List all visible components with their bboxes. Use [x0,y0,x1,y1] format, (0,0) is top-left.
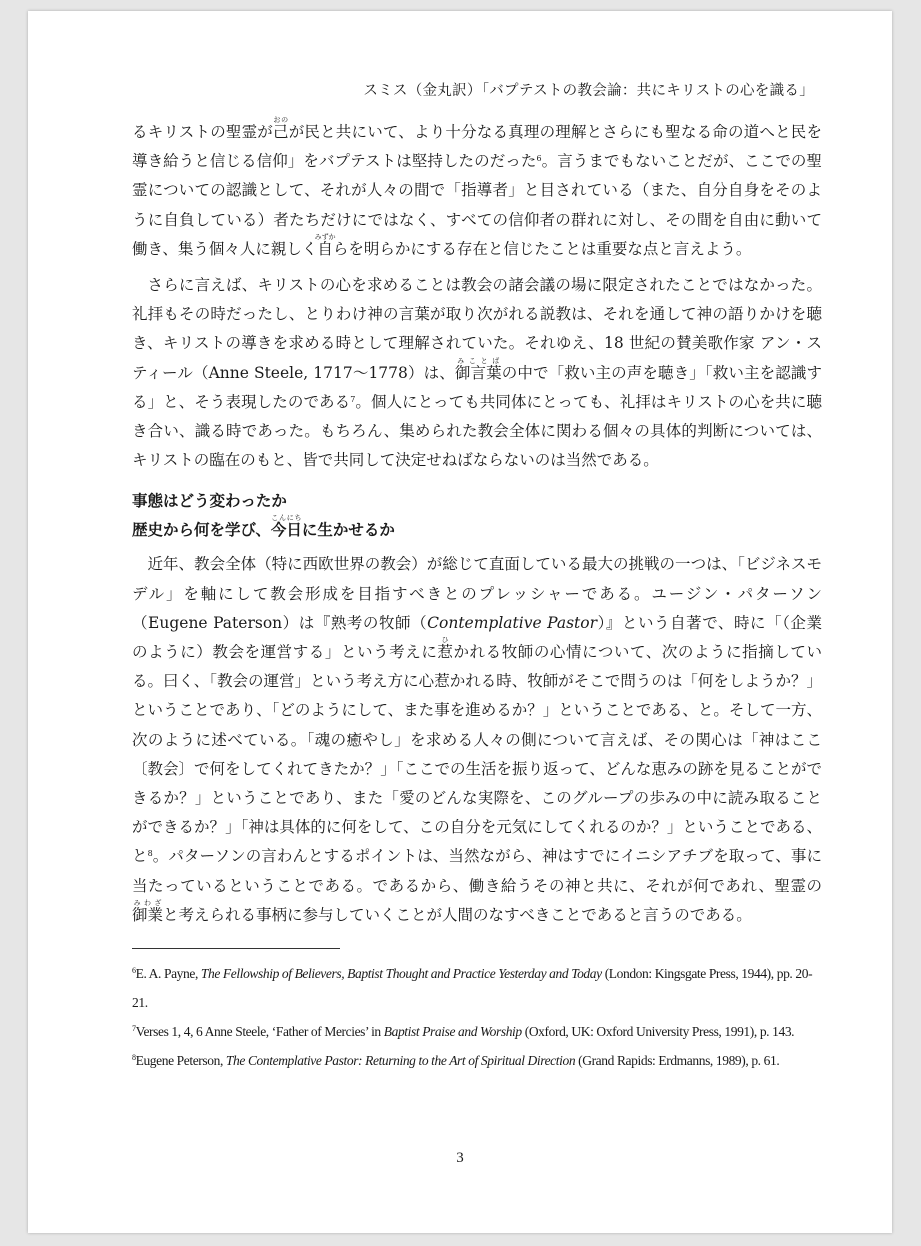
ruby-word: 己おの [273,116,289,141]
footnote-8: $^8$Eugene Peterson, The Contemplative Pastor: Returning to the Art of Spiritual Direction (Grand Rapids: Erdmanns, 1989), p. 61. [132,1053,780,1069]
footnote-7: $^7$Verses 1, 4, 6 Anne Steele, ‘Father of Mercies’ in Baptist Praise and Worship (Oxford, UK: Oxford University Press, 1991), p. 143. [132,1024,795,1040]
running-header: スミス（金丸訳）「バプテストの教会論：共にキリストの心を識る」 [363,83,814,99]
text-run: 。言うまでもないことだが、ここでの聖霊についての認識として、それが人々の間で「指導者」と目されている（また、自分自身をそのように自負している）者たちだけにではなく、すべての信仰者の群れに対し、その間を自由に動いて働き、集う個々人に親しく [132,152,822,258]
text-run: らを明らかにする存在と信じたことは重要な点と言えよう。 [332,239,752,258]
footnote-ref-8: 8 [147,849,153,859]
paragraph-2 [132,271,822,475]
text-run: ）』という自著で、時に「（企業のように）教会を運営する」という考えに [132,613,822,662]
footnote-separator [132,948,340,949]
text-run: 近年、教会全体（特に西欧世界の教会）が総じて直面している最大の挑戦の一つは、「ビジネスモデル」を軸にして教会形成を目指すべきとのプレッシャーである。ユージン・パターソン（Eugene Paterson）は『熟考の牧師（ [132,555,822,632]
footnote-ref-6: 6 [536,154,542,164]
page-number: 3 [456,1150,464,1166]
section-heading-2: 歴史から何を学び、今日こんにちに生かせるか [132,514,395,540]
ruby-word: 今日こんにち [270,514,302,540]
text-run: の中で「救い主の声を聴き」「救い主を認識する」と、そう表現したのである [132,363,822,411]
ruby-word: 御業みわざ [132,898,164,924]
section-heading-1: 事態はどう変わったか [132,491,287,511]
ruby-word: 惹ひ [437,636,454,662]
text-run: が民と共にいて、より十分なる真理の理解とさらにも聖なる命の道へと民を導き給うと信じる信仰」をバプテストは堅持したのだった [132,123,822,171]
text-run: 。個人にとっても共同体にとっても、礼拝はキリストの心を共に聴き合い、識る時であった。もちろん、集められた教会全体に関わる個々の具体的判断については、キリストの臨在のもと、皆で共同して決定せねばならないのは当然である。 [132,392,822,470]
book-title: Contemplative Pastor [427,613,598,632]
body-text [132,116,822,1075]
text-run: かれる牧師の心情について、次のように指摘している。曰く、「教会の運営」という考え方に心惹かれる時、牧師がそこで問うのは「何をしようか？」ということであり、「どのようにして、また事を進めるか？」ということである、と。そして一方、次のように述べている。「魂の癒やし」を求める人々の側について言えば、その関心は「神はここ〔教会〕で何をしてくれてきたか？」「ここでの生活を振り返って、どんな恵みの跡を見ることができるか？」ということであり、また「愛のどんな実際を、このグループの歩みの中に読み取ることができるか？」「神は具体的に何をして、この自分を元気にしてくれるのか？」ということである、と [132,643,822,866]
ruby-word: 御言葉みことば [454,356,502,382]
text-run: 。パターソンの言わんとするポイントは、当然ながら、神はすでにイニシアチブを取って、事に当たっているということである。であるから、働き給うその神と共に、それが何であれ、聖霊の [132,847,822,895]
paragraph-3 [132,550,822,930]
footnote-6: $^6$E. A. Payne, The Fellowship of Believers, Baptist Thought and Practice Yesterday and Today (London: Kingsgate Press, 1944), pp. 20-21. [132,966,813,1011]
text-run: るキリストの聖霊が [132,123,273,141]
text-run: さらに言えば、キリストの心を求めることは教会の諸会議の場に限定されたことではなかった。礼拝もその時だったし、とりわけ神の言葉が取り次がれる説教は、それを通して神の語りかけを聴き、キリストの導きを求める時として理解されていた。それゆえ、18 世紀の賛美歌作家 アン・スティール（Anne Steele, 1717〜1778）は、 [132,276,822,382]
document-page [28,11,892,1233]
paragraph-1 [132,116,822,264]
text-run: と考えられる事柄に参与していくことが人間のなすべきことであると言うのである。 [163,905,752,924]
ruby-word: 自みずか [314,232,336,258]
footnote-ref-7: 7 [350,394,356,404]
